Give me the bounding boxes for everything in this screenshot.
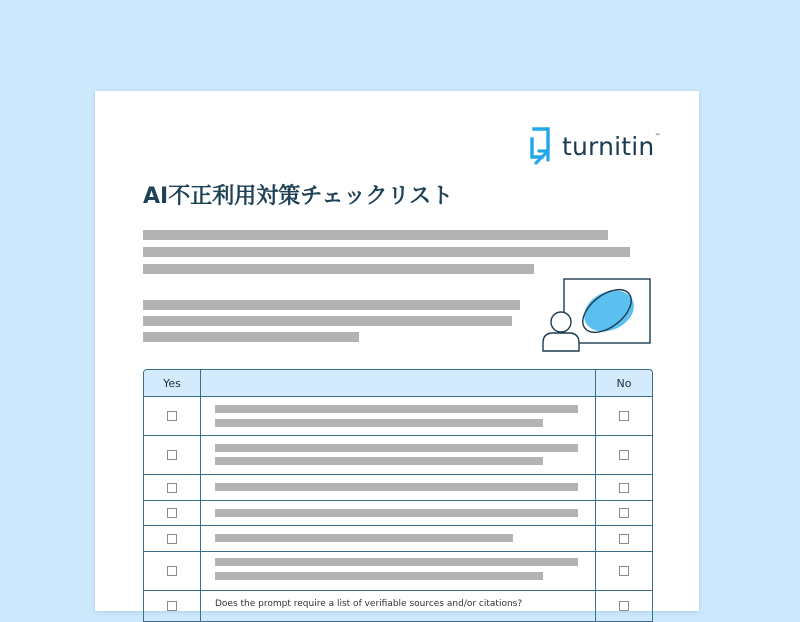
placeholder-text-line bbox=[215, 509, 578, 517]
checklist-row bbox=[144, 397, 652, 436]
placeholder-text-line bbox=[215, 405, 578, 413]
header-yes: Yes bbox=[163, 376, 181, 390]
placeholder-text-line bbox=[215, 558, 578, 566]
placeholder-text-line bbox=[143, 316, 512, 326]
placeholder-text-line bbox=[215, 534, 513, 542]
no-checkbox[interactable] bbox=[619, 601, 629, 611]
checklist-row bbox=[144, 475, 652, 501]
checklist-row bbox=[144, 436, 652, 475]
no-checkbox[interactable] bbox=[619, 450, 629, 460]
header-middle bbox=[201, 370, 596, 396]
document-title: AI不正利用対策チェックリスト bbox=[143, 184, 454, 209]
turnitin-bracket-arrow-icon bbox=[528, 127, 554, 165]
placeholder-text-line bbox=[215, 483, 578, 491]
placeholder-text-line bbox=[143, 247, 630, 257]
no-checkbox[interactable] bbox=[619, 534, 629, 544]
yes-checkbox[interactable] bbox=[167, 601, 177, 611]
placeholder-text-line bbox=[143, 300, 520, 310]
yes-checkbox[interactable] bbox=[167, 534, 177, 544]
no-checkbox[interactable] bbox=[619, 566, 629, 576]
document-page bbox=[95, 91, 699, 611]
header-no: No bbox=[616, 376, 632, 390]
logo-wordmark: turnitin™ bbox=[562, 131, 661, 161]
turnitin-logo bbox=[528, 127, 661, 165]
placeholder-text-line bbox=[143, 332, 359, 342]
checklist-row bbox=[144, 526, 652, 552]
checklist-header-row bbox=[144, 370, 652, 397]
placeholder-text-line bbox=[143, 264, 534, 274]
checklist-row bbox=[144, 552, 652, 591]
no-checkbox[interactable] bbox=[619, 508, 629, 518]
person-presenting-screen-icon bbox=[541, 277, 653, 353]
yes-checkbox[interactable] bbox=[167, 483, 177, 493]
checklist-item-text: Does the prompt require a list of verifiable sources and/or citations? bbox=[215, 599, 523, 609]
placeholder-text-line bbox=[143, 230, 608, 240]
placeholder-text-line bbox=[215, 457, 543, 465]
checklist-row bbox=[144, 501, 652, 526]
no-checkbox[interactable] bbox=[619, 411, 629, 421]
no-checkbox[interactable] bbox=[619, 483, 629, 493]
yes-checkbox[interactable] bbox=[167, 508, 177, 518]
checklist-table bbox=[143, 369, 653, 622]
yes-checkbox[interactable] bbox=[167, 411, 177, 421]
placeholder-text-line bbox=[215, 419, 543, 427]
yes-checkbox[interactable] bbox=[167, 450, 177, 460]
placeholder-text-line bbox=[215, 572, 543, 580]
yes-checkbox[interactable] bbox=[167, 566, 177, 576]
placeholder-text-line bbox=[215, 444, 578, 452]
checklist-row bbox=[144, 591, 652, 622]
